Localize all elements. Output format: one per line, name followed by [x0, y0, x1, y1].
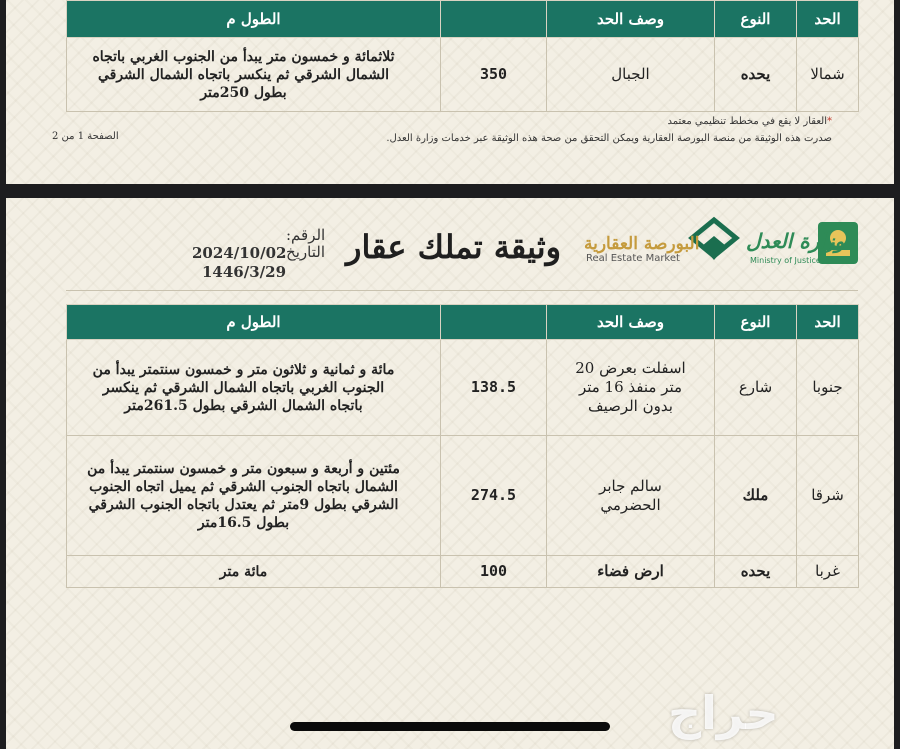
header-boundary: الحد	[797, 305, 859, 340]
header-length: الطول م	[67, 305, 441, 340]
length-text-cell: ثلاثمائة و خمسون متر يبدأ من الجنوب الغربي باتجاه الشمال الشرقي ثم ينكسر باتجاه الشمال الشرقي بطول 250متر	[67, 38, 441, 112]
type-cell: يحده	[715, 556, 797, 588]
header-length-value	[441, 1, 547, 38]
table-header	[67, 1, 859, 38]
type-cell: يحده	[715, 38, 797, 112]
boundary-cell: جنوبا	[797, 340, 859, 436]
length-value-cell: 138.5	[441, 340, 547, 436]
length-text-cell: مائة و ثمانية و ثلاثون متر و خمسون سنتمتر يبدأ من الجنوب الغربي باتجاه الشمال الشرقي ثم ينكسر باتجاه الشمال الشرقي بطول 261.5متر	[67, 340, 441, 436]
type-cell: ملك	[715, 436, 797, 556]
plan-note-text: العقار لا يقع في مخطط تنظيمي معتمد	[667, 116, 827, 127]
table-row	[67, 38, 859, 112]
number-label: الرقم:	[286, 226, 326, 244]
header-divider	[66, 290, 858, 291]
header-type: النوع	[715, 305, 797, 340]
boundary-cell: شرقا	[797, 436, 859, 556]
table-header	[67, 305, 859, 340]
table-row	[67, 556, 859, 588]
length-value-cell: 350	[441, 38, 547, 112]
length-value-cell: 100	[441, 556, 547, 588]
description-cell: اسفلت بعرض 20 متر منفذ 16 متر بدون الرصيف	[547, 340, 715, 436]
home-indicator[interactable]	[290, 722, 610, 731]
header-length: الطول م	[67, 1, 441, 38]
haraj-watermark: حراج	[668, 686, 779, 740]
page-number: الصفحة 1 من 2	[52, 131, 119, 142]
date-hijri: 1446/3/29	[202, 263, 287, 281]
type-cell: شارع	[715, 340, 797, 436]
rem-logo-en: Real Estate Market	[586, 253, 680, 264]
asterisk: *	[827, 116, 832, 127]
description-cell: الجبال	[547, 38, 715, 112]
description-cell: ارض فضاء	[547, 556, 715, 588]
boundary-cell: غربا	[797, 556, 859, 588]
date-gregorian: 2024/10/02	[192, 244, 287, 262]
moj-logo-text: وزارة العدل	[746, 229, 845, 253]
header-description: وصف الحد	[547, 1, 715, 38]
boundaries-table-page-2	[66, 304, 859, 588]
date-label: التاريخ:	[281, 243, 325, 261]
table-row	[67, 436, 859, 556]
header-boundary: الحد	[797, 1, 859, 38]
rem-logo-text: البورصة العقارية	[584, 234, 700, 254]
boundary-cell: شمالا	[797, 38, 859, 112]
length-text-cell: مئتين و أربعة و سبعون متر و خمسون سنتمتر يبدأ من الشمال باتجاه الجنوب الشرقي ثم يميل اتجاه الجنوب الشرقي بطول 9متر ثم يعتدل باتجاه الجنوب الشرقي بطول 16.5متر	[67, 436, 441, 556]
document-page-1	[6, 0, 894, 184]
issued-note: صدرت هذه الوثيقة من منصة البورصة العقارية ويمكن التحقق من صحة هذه الوثيقة عبر خدمات وزارة العدل.	[386, 133, 832, 144]
header-length-value	[441, 305, 547, 340]
moj-logo-en: Ministry of Justice	[750, 256, 821, 265]
table-row	[67, 340, 859, 436]
document-page-2	[6, 198, 894, 749]
plan-note	[667, 116, 832, 127]
header-description: وصف الحد	[547, 305, 715, 340]
boundaries-table-page-1	[66, 0, 859, 112]
document-title: وثيقة تملك عقار	[346, 228, 562, 266]
description-cell: سالم جابر الحضرمي	[547, 436, 715, 556]
length-value-cell: 274.5	[441, 436, 547, 556]
header-type: النوع	[715, 1, 797, 38]
length-text-cell: مائة متر	[67, 556, 441, 588]
